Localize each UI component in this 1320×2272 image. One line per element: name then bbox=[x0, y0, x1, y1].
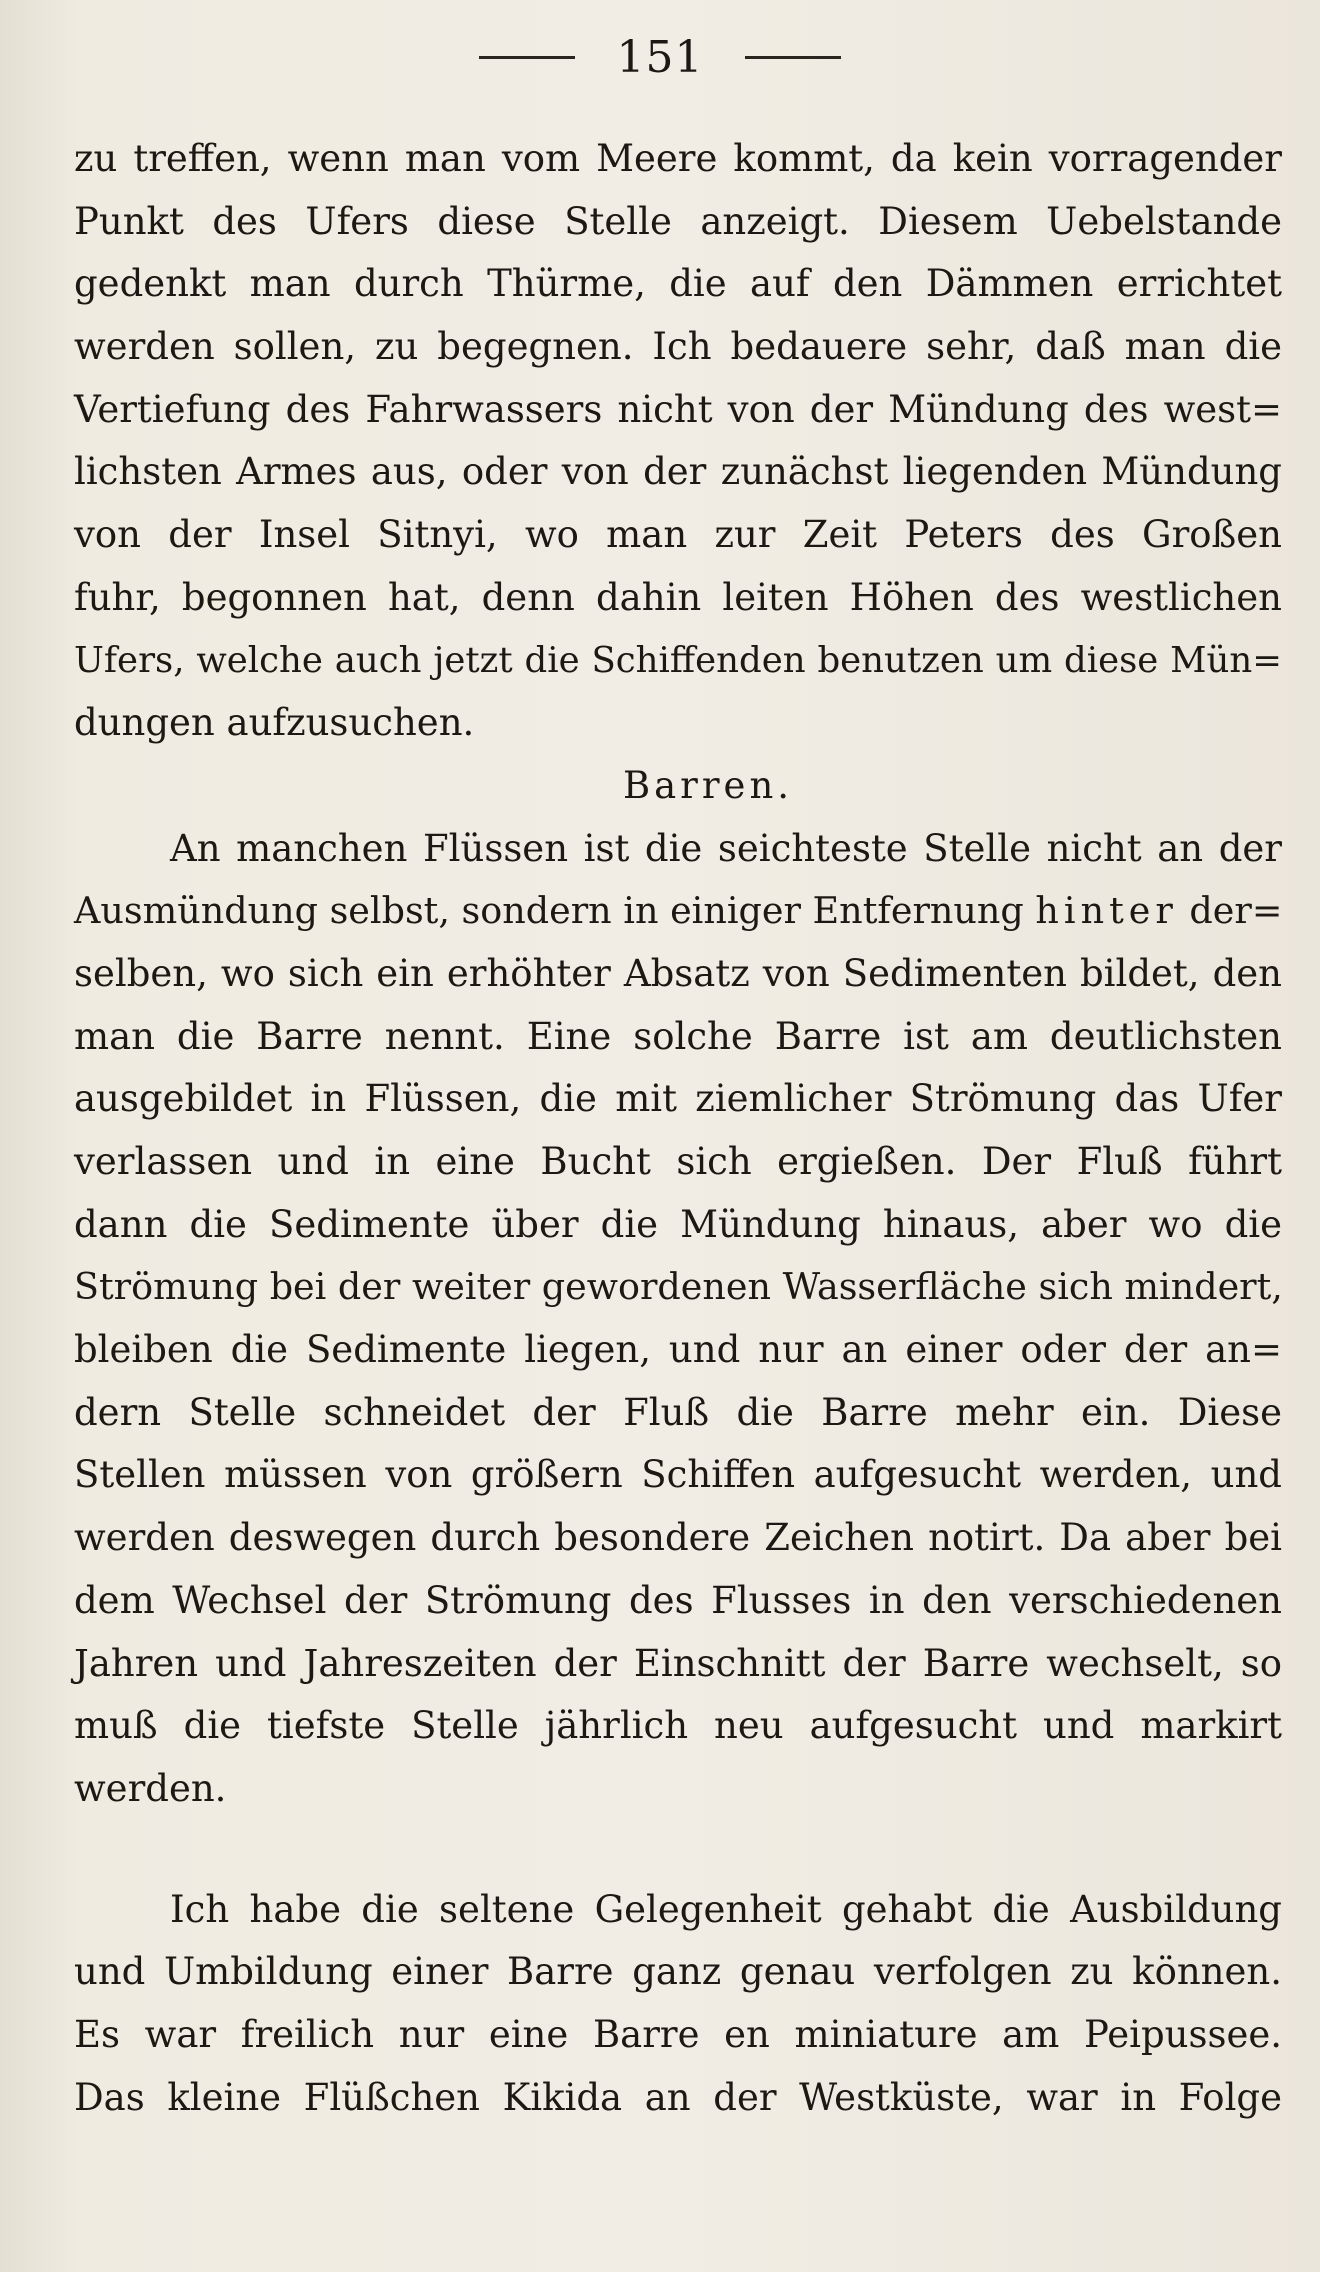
page-header bbox=[0, 22, 1320, 92]
text-line: dann die Sedimente über die Mündung hinaus, aber wo die bbox=[74, 1202, 1282, 1246]
text-line: Ufers, welche auch jetzt die Schiffenden benutzen um diese Mün= bbox=[74, 639, 1282, 681]
text-line: Jahren und Jahreszeiten der Einschnitt der Barre wechselt, so bbox=[74, 1641, 1282, 1685]
text-line: Das kleine Flüßchen Kikida an der Westküste, war in Folge bbox=[74, 2075, 1282, 2119]
text-line: werden. bbox=[74, 1766, 227, 1810]
text-line: man die Barre nennt. Eine solche Barre ist am deutlichsten bbox=[74, 1014, 1282, 1058]
text-line: und Umbildung einer Barre ganz genau verfolgen zu können. bbox=[74, 1950, 1282, 1994]
text-line: muß die tiefste Stelle jährlich neu aufgesucht und markirt bbox=[74, 1704, 1282, 1748]
header-rule-right bbox=[745, 56, 841, 59]
text-line bbox=[74, 880, 1282, 943]
text-line: Es war freilich nur eine Barre en miniature am Peipussee. bbox=[74, 2012, 1282, 2056]
text-line: selben, wo sich ein erhöhter Absatz von Sedimenten bildet, den bbox=[74, 951, 1282, 995]
text-line: fuhr, begonnen hat, denn dahin leiten Höhen des westlichen bbox=[74, 575, 1282, 619]
text-line: Strömung bei der weiter gewordenen Wasserfläche sich mindert, bbox=[74, 1265, 1283, 1309]
paragraph-3 bbox=[74, 1879, 1282, 2130]
text-span: Ausmündung selbst, sondern in einiger Entfernung bbox=[74, 889, 1036, 933]
text-line: verlassen und in eine Bucht sich ergießen. Der Fluß führt bbox=[74, 1140, 1282, 1183]
text-line: An manchen Flüssen ist die seichteste Stelle nicht an der bbox=[170, 826, 1282, 870]
text-line: Punkt des Ufers diese Stelle anzeigt. Diesem Uebelstande bbox=[74, 199, 1282, 243]
text-span: der= bbox=[1177, 889, 1283, 933]
page-number: 151 bbox=[616, 31, 704, 83]
text-line: werden deswegen durch besondere Zeichen notirt. Da aber bei bbox=[74, 1516, 1282, 1560]
emphasized-word: hinter bbox=[1035, 889, 1178, 933]
text-line: von der Insel Sitnyi, wo man zur Zeit Peters des Großen bbox=[74, 513, 1282, 557]
text-line: dem Wechsel der Strömung des Flusses in den verschiedenen bbox=[74, 1578, 1282, 1622]
text-line: dern Stelle schneidet der Fluß die Barre mehr ein. Diese bbox=[74, 1390, 1282, 1434]
paragraph-1 bbox=[74, 128, 1282, 755]
paragraph-gap bbox=[74, 1821, 1282, 1879]
header-rule-left bbox=[479, 56, 575, 59]
paragraph-2 bbox=[74, 818, 1282, 1821]
text-line: lichsten Armes aus, oder von der zunächst liegenden Mündung bbox=[74, 450, 1282, 494]
text-line: ausgebildet in Flüssen, die mit ziemlicher Strömung das Ufer bbox=[74, 1077, 1282, 1121]
text-line: dungen aufzusuchen. bbox=[74, 701, 475, 745]
text-line: Ich habe die seltene Gelegenheit gehabt die Ausbildung bbox=[170, 1887, 1282, 1931]
text-line: gedenkt man durch Thürme, die auf den Dämmen errichtet bbox=[74, 262, 1282, 306]
text-line: bleiben die Sedimente liegen, und nur an einer oder der an= bbox=[74, 1328, 1282, 1372]
page-body bbox=[74, 128, 1282, 2129]
text-line: zu treffen, wenn man vom Meere kommt, da kein vorragender bbox=[74, 137, 1282, 180]
text-line: Vertiefung des Fahrwassers nicht von der Mündung des west= bbox=[74, 387, 1282, 431]
text-line: Stellen müssen von größern Schiffen aufgesucht werden, und bbox=[74, 1453, 1282, 1497]
section-heading: Barren. bbox=[622, 763, 794, 807]
text-line: werden sollen, zu begegnen. Ich bedauere sehr, daß man die bbox=[74, 325, 1282, 369]
